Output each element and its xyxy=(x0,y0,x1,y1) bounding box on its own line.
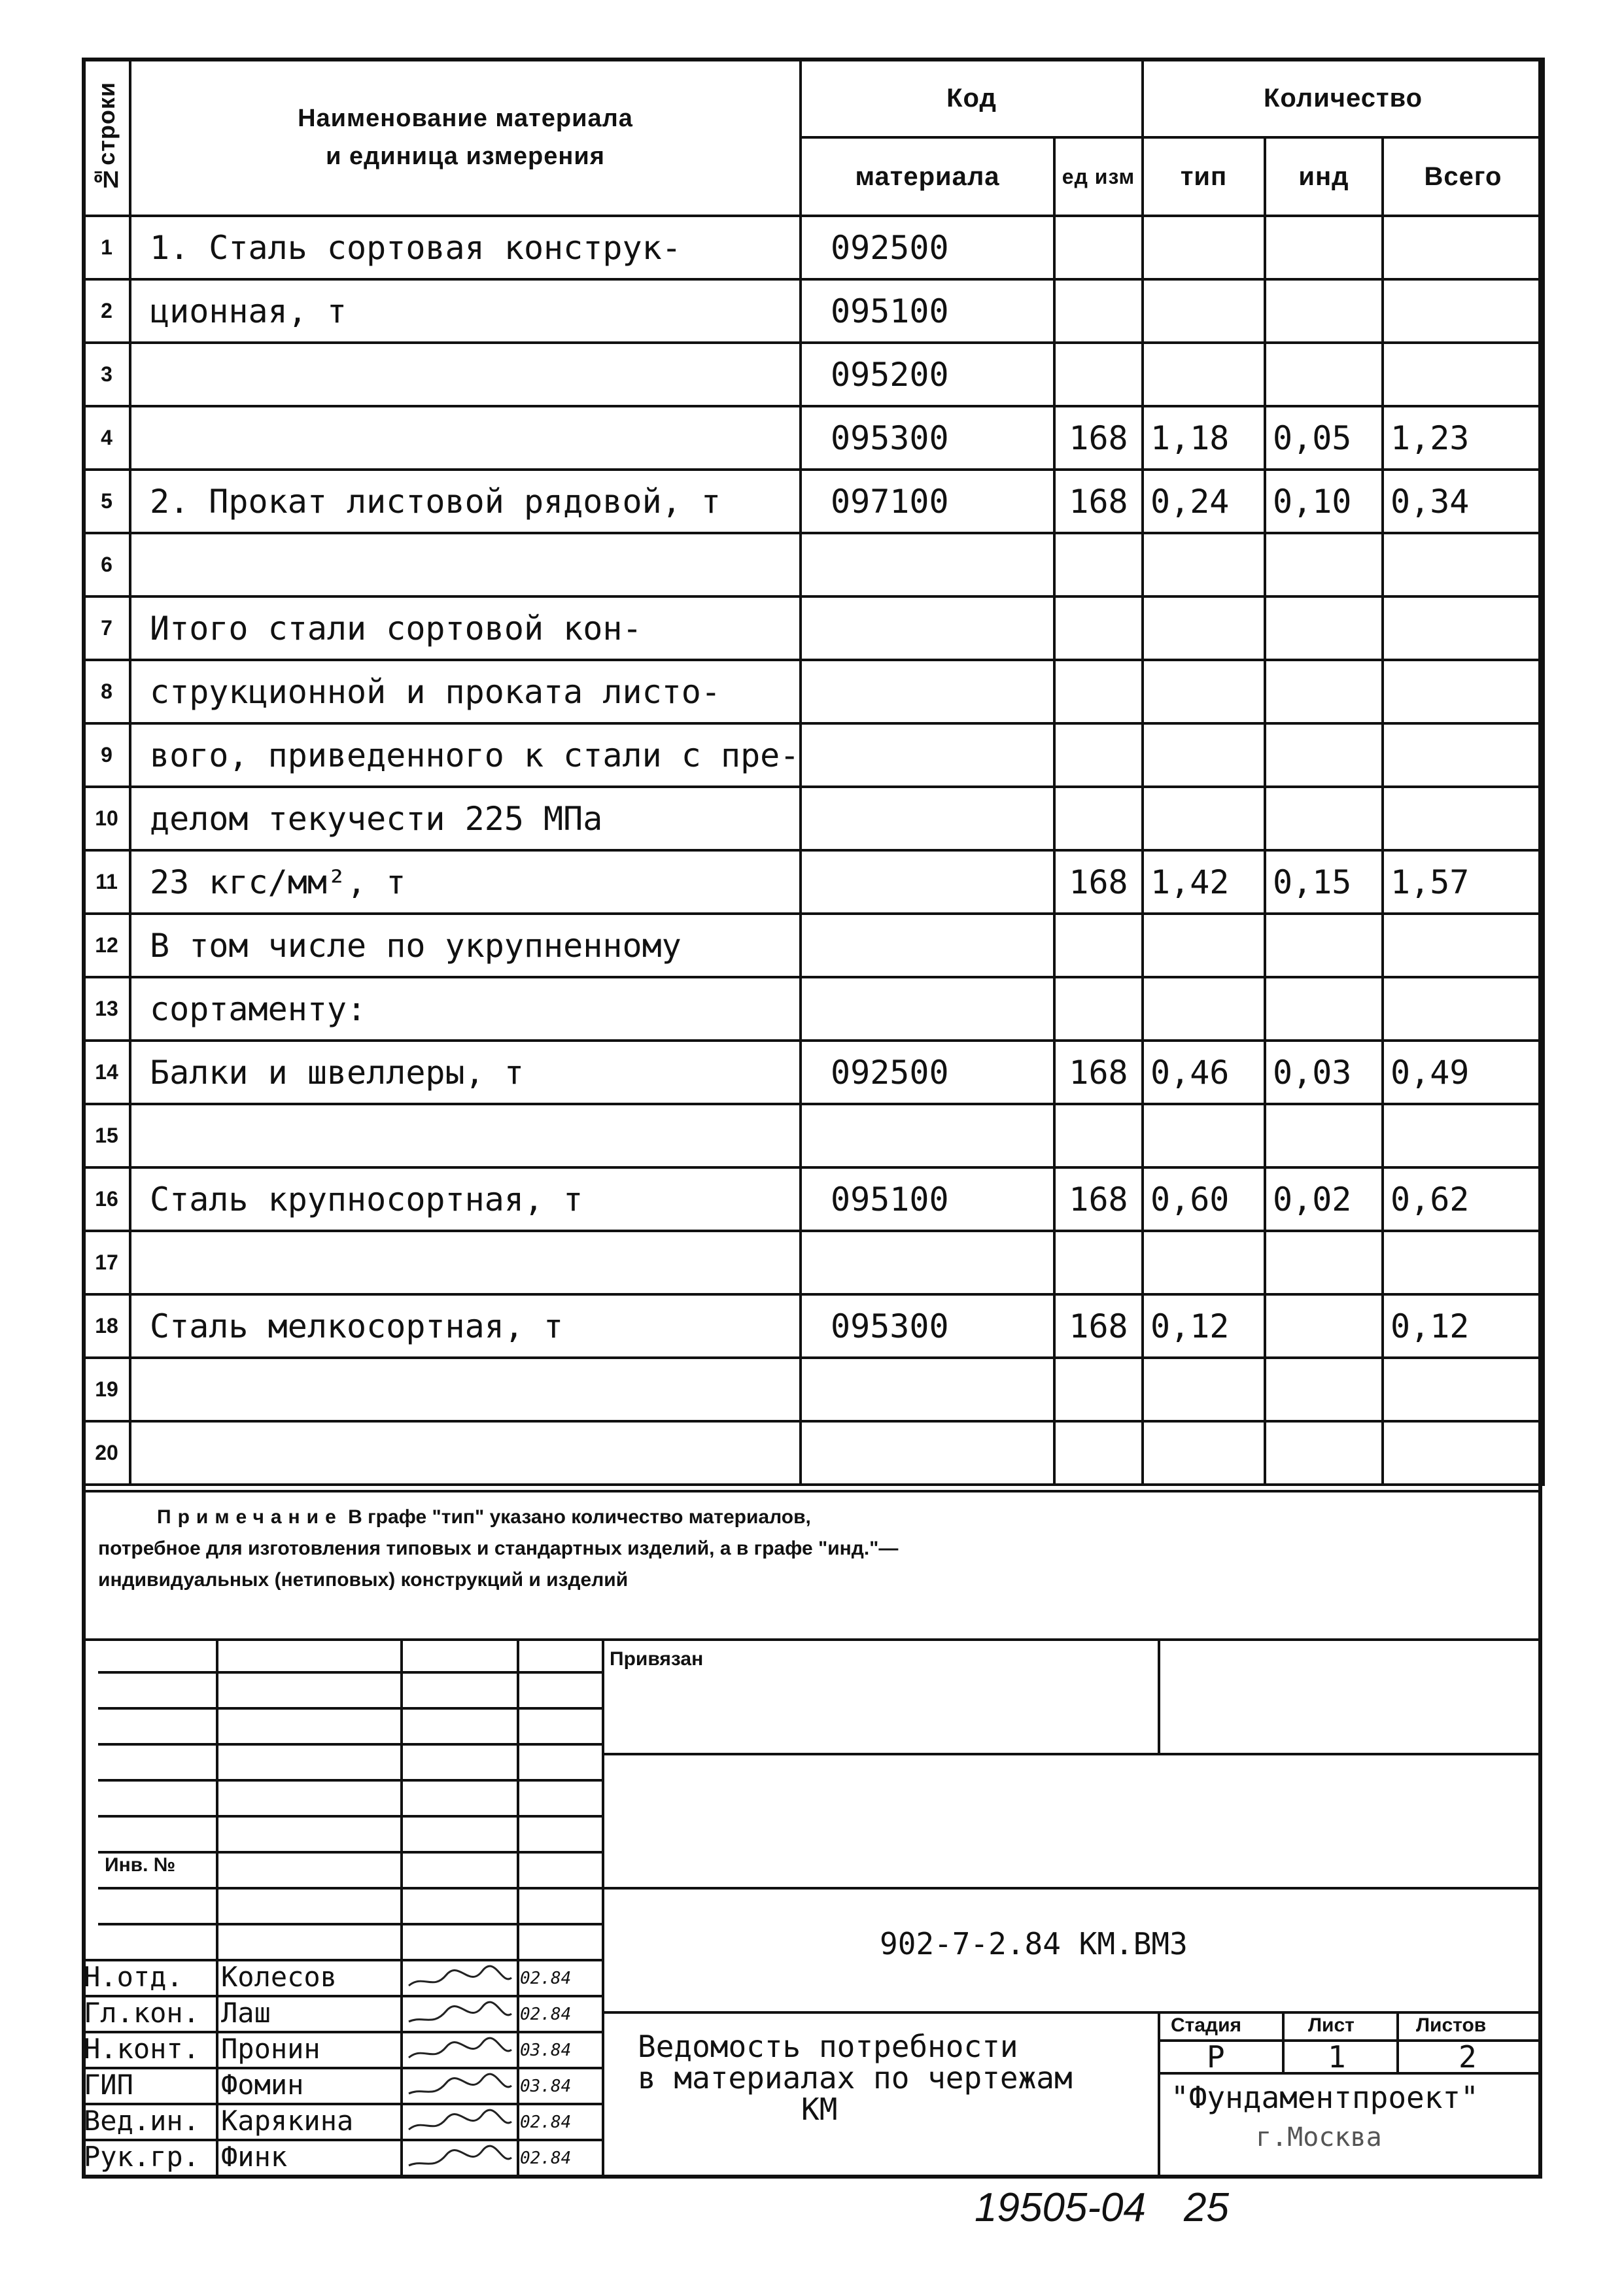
row-number: 4 xyxy=(83,406,130,470)
material-code xyxy=(801,1104,1054,1167)
row-number: 14 xyxy=(83,1041,130,1104)
city: г.Москва xyxy=(1256,2122,1382,2152)
unit-code: 168 xyxy=(1054,1294,1143,1358)
row-number: 7 xyxy=(83,596,130,660)
qty-type: 1,42 xyxy=(1143,850,1265,914)
qty-total xyxy=(1383,343,1544,406)
signer-name: Лаш xyxy=(221,1997,271,2029)
signature xyxy=(404,2142,515,2175)
material-code xyxy=(801,660,1054,723)
qty-type xyxy=(1143,343,1265,406)
material-code: 097100 xyxy=(801,470,1054,533)
qty-ind: 0,02 xyxy=(1265,1167,1383,1231)
material-name xyxy=(130,1104,801,1167)
material-name: вого, приведенного к стали с пре- xyxy=(130,723,801,787)
row-number: 20 xyxy=(83,1421,130,1485)
unit-code: 168 xyxy=(1054,850,1143,914)
qty-ind: 0,10 xyxy=(1265,470,1383,533)
row-number: 3 xyxy=(83,343,130,406)
signer-role: Гл.кон. xyxy=(84,1997,200,2029)
qty-type: 0,60 xyxy=(1143,1167,1265,1231)
qty-ind xyxy=(1265,279,1383,343)
unit-code xyxy=(1054,533,1143,596)
table-row xyxy=(83,723,1544,787)
qty-ind xyxy=(1265,343,1383,406)
qty-total: 0,34 xyxy=(1383,470,1544,533)
qty-type: 0,24 xyxy=(1143,470,1265,533)
table-row xyxy=(83,343,1544,406)
qty-ind: 0,03 xyxy=(1265,1041,1383,1104)
inv-no-label: Инв. № xyxy=(105,1854,176,1876)
qty-type xyxy=(1143,596,1265,660)
row-number: 12 xyxy=(83,914,130,977)
qty-ind xyxy=(1265,977,1383,1041)
qty-type xyxy=(1143,787,1265,850)
table-row xyxy=(83,470,1544,533)
unit-code: 168 xyxy=(1054,406,1143,470)
qty-ind xyxy=(1265,533,1383,596)
qty-total xyxy=(1383,596,1544,660)
material-code xyxy=(801,596,1054,660)
org-name: "Фундаментпроект" xyxy=(1171,2080,1479,2115)
sheet-value: 1 xyxy=(1328,2039,1346,2075)
material-code: 092500 xyxy=(801,1041,1054,1104)
material-name xyxy=(130,533,801,596)
material-name xyxy=(130,343,801,406)
row-number: 8 xyxy=(83,660,130,723)
table-row xyxy=(83,787,1544,850)
signature xyxy=(404,2106,515,2139)
table-row xyxy=(83,1041,1544,1104)
signer-date: 02.84 xyxy=(520,2148,572,2168)
qty-total xyxy=(1383,1421,1544,1485)
material-code xyxy=(801,1421,1054,1485)
material-name xyxy=(130,1231,801,1294)
signer-role: Рук.гр. xyxy=(84,2141,200,2173)
material-name xyxy=(130,1358,801,1421)
qty-type: 0,12 xyxy=(1143,1294,1265,1358)
unit-code: 168 xyxy=(1054,470,1143,533)
qty-total-header: Всего xyxy=(1383,137,1544,216)
signer-role: Н.отд. xyxy=(84,1961,183,1993)
material-name: Сталь мелкосортная, т xyxy=(130,1294,801,1358)
table-row xyxy=(83,1231,1544,1294)
unit-code: 168 xyxy=(1054,1167,1143,1231)
code-group-header: Код xyxy=(801,59,1143,137)
qty-type xyxy=(1143,977,1265,1041)
qty-type xyxy=(1143,1421,1265,1485)
material-code xyxy=(801,914,1054,977)
qty-ind xyxy=(1265,216,1383,279)
material-code xyxy=(801,1358,1054,1421)
table-row xyxy=(83,596,1544,660)
row-number: 2 xyxy=(83,279,130,343)
material-name: ционная, т xyxy=(130,279,801,343)
qty-ind xyxy=(1265,1231,1383,1294)
material-name: Балки и швеллеры, т xyxy=(130,1041,801,1104)
sheet-label: Лист xyxy=(1308,2014,1355,2036)
material-name: 1. Сталь сортовая конструк- xyxy=(130,216,801,279)
code-unit-header: ед изм xyxy=(1054,137,1143,216)
qty-ind xyxy=(1265,1358,1383,1421)
row-number: 16 xyxy=(83,1167,130,1231)
qty-ind xyxy=(1265,723,1383,787)
qty-type xyxy=(1143,533,1265,596)
qty-ind xyxy=(1265,596,1383,660)
row-number: 13 xyxy=(83,977,130,1041)
unit-code xyxy=(1054,216,1143,279)
qty-ind xyxy=(1265,787,1383,850)
qty-ind xyxy=(1265,1294,1383,1358)
qty-ind-header: инд xyxy=(1265,137,1383,216)
row-number: 17 xyxy=(83,1231,130,1294)
unit-code xyxy=(1054,660,1143,723)
row-number: 19 xyxy=(83,1358,130,1421)
row-number: 9 xyxy=(83,723,130,787)
signer-role: ГИП xyxy=(84,2069,133,2101)
unit-code xyxy=(1054,787,1143,850)
signer-name: Карякина xyxy=(221,2105,354,2137)
row-number: 6 xyxy=(83,533,130,596)
material-name: Итого стали сортовой кон- xyxy=(130,596,801,660)
unit-code xyxy=(1054,1231,1143,1294)
row-number-header: №строки xyxy=(83,59,130,216)
table-row xyxy=(83,406,1544,470)
signer-name: Колесов xyxy=(221,1961,337,1993)
material-code: 095200 xyxy=(801,343,1054,406)
material-code: 095300 xyxy=(801,406,1054,470)
qty-ind xyxy=(1265,1421,1383,1485)
qty-total: 1,23 xyxy=(1383,406,1544,470)
signer-date: 02.84 xyxy=(520,2005,572,2024)
privyazan-label: Привязан xyxy=(610,1648,704,1670)
material-code: 095300 xyxy=(801,1294,1054,1358)
material-name: 23 кгс/мм², т xyxy=(130,850,801,914)
code-material-header: материала xyxy=(801,137,1054,216)
signer-date: 02.84 xyxy=(520,1969,572,1988)
qty-type-header: тип xyxy=(1143,137,1265,216)
archive-number: 19505-04 xyxy=(975,2185,1147,2230)
signature xyxy=(404,2034,515,2067)
material-name xyxy=(130,1421,801,1485)
row-number: 10 xyxy=(83,787,130,850)
signer-date: 03.84 xyxy=(520,2041,572,2060)
qty-ind xyxy=(1265,1104,1383,1167)
unit-code xyxy=(1054,723,1143,787)
qty-type xyxy=(1143,279,1265,343)
qty-ind xyxy=(1265,660,1383,723)
page-number: 25 xyxy=(1184,2185,1229,2230)
sheets-label: Листов xyxy=(1416,2014,1487,2036)
qty-type xyxy=(1143,1104,1265,1167)
table-row xyxy=(83,279,1544,343)
signature xyxy=(404,1998,515,2031)
qty-type xyxy=(1143,1231,1265,1294)
material-code xyxy=(801,1231,1054,1294)
signer-role: Н.конт. xyxy=(84,2033,200,2065)
material-code xyxy=(801,977,1054,1041)
unit-code xyxy=(1054,279,1143,343)
drawing-title: Ведомость потребности в материалах по чертежам КМ xyxy=(638,2029,1073,2127)
signer-role: Вед.ин. xyxy=(84,2105,200,2137)
unit-code xyxy=(1054,914,1143,977)
signer-date: 02.84 xyxy=(520,2113,572,2132)
qty-total: 0,12 xyxy=(1383,1294,1544,1358)
material-code xyxy=(801,850,1054,914)
material-name: 2. Прокат листовой рядовой, т xyxy=(130,470,801,533)
table-row xyxy=(83,660,1544,723)
material-name: делом текучести 225 МПа xyxy=(130,787,801,850)
qty-total xyxy=(1383,723,1544,787)
unit-code xyxy=(1054,977,1143,1041)
material-name: Сталь крупносортная, т xyxy=(130,1167,801,1231)
table-row xyxy=(83,850,1544,914)
signer-date: 03.84 xyxy=(520,2077,572,2096)
stage-value: Р xyxy=(1207,2039,1225,2075)
material-code xyxy=(801,787,1054,850)
table-row xyxy=(83,533,1544,596)
signer-name: Фомин xyxy=(221,2069,304,2101)
qty-total xyxy=(1383,533,1544,596)
material-name: В том числе по укрупненному xyxy=(130,914,801,977)
qty-type xyxy=(1143,660,1265,723)
material-code: 092500 xyxy=(801,216,1054,279)
table-row xyxy=(83,1421,1544,1485)
unit-code xyxy=(1054,343,1143,406)
table-row xyxy=(83,977,1544,1041)
qty-total xyxy=(1383,1358,1544,1421)
qty-total: 0,49 xyxy=(1383,1041,1544,1104)
qty-type: 1,18 xyxy=(1143,406,1265,470)
signer-name: Финк xyxy=(221,2141,288,2173)
row-number: 5 xyxy=(83,470,130,533)
row-number: 1 xyxy=(83,216,130,279)
signer-name: Пронин xyxy=(221,2033,320,2065)
qty-type xyxy=(1143,216,1265,279)
qty-total xyxy=(1383,216,1544,279)
row-number: 15 xyxy=(83,1104,130,1167)
unit-code xyxy=(1054,1104,1143,1167)
qty-total xyxy=(1383,279,1544,343)
table-row xyxy=(83,1167,1544,1231)
qty-type xyxy=(1143,723,1265,787)
qty-total xyxy=(1383,977,1544,1041)
qty-ind: 0,05 xyxy=(1265,406,1383,470)
material-name: сортаменту: xyxy=(130,977,801,1041)
qty-total xyxy=(1383,1231,1544,1294)
sheets-value: 2 xyxy=(1459,2039,1477,2075)
materials-table xyxy=(82,58,1545,1486)
unit-code xyxy=(1054,596,1143,660)
table-row xyxy=(83,1358,1544,1421)
table-row xyxy=(83,1294,1544,1358)
unit-code: 168 xyxy=(1054,1041,1143,1104)
qty-total xyxy=(1383,914,1544,977)
note: Примечание В графе "тип" указано количество материалов, потребное для изготовления типовых и стандартных изделий, а в графе "инд."— индивидуальных (нетиповых) конструкций и изделий xyxy=(98,1506,899,1591)
table-row xyxy=(83,1104,1544,1167)
doc-code: 902-7-2.84 КМ.ВМ3 xyxy=(880,1926,1188,1961)
material-name xyxy=(130,406,801,470)
qty-type: 0,46 xyxy=(1143,1041,1265,1104)
material-name: струкционной и проката листо- xyxy=(130,660,801,723)
name-header: Наименование материала и единица измерения xyxy=(130,59,801,216)
signature xyxy=(404,1962,515,1995)
qty-type xyxy=(1143,914,1265,977)
row-number: 11 xyxy=(83,850,130,914)
quantity-group-header: Количество xyxy=(1143,59,1544,137)
stage-label: Стадия xyxy=(1171,2014,1242,2036)
material-code xyxy=(801,723,1054,787)
unit-code xyxy=(1054,1421,1143,1485)
qty-total: 0,62 xyxy=(1383,1167,1544,1231)
material-code: 095100 xyxy=(801,1167,1054,1231)
qty-total xyxy=(1383,1104,1544,1167)
table-row xyxy=(83,914,1544,977)
qty-total xyxy=(1383,787,1544,850)
unit-code xyxy=(1054,1358,1143,1421)
material-code: 095100 xyxy=(801,279,1054,343)
qty-total xyxy=(1383,660,1544,723)
qty-type xyxy=(1143,1358,1265,1421)
signature xyxy=(404,2070,515,2103)
material-code xyxy=(801,533,1054,596)
row-number: 18 xyxy=(83,1294,130,1358)
table-row xyxy=(83,216,1544,279)
qty-ind xyxy=(1265,914,1383,977)
qty-total: 1,57 xyxy=(1383,850,1544,914)
qty-ind: 0,15 xyxy=(1265,850,1383,914)
